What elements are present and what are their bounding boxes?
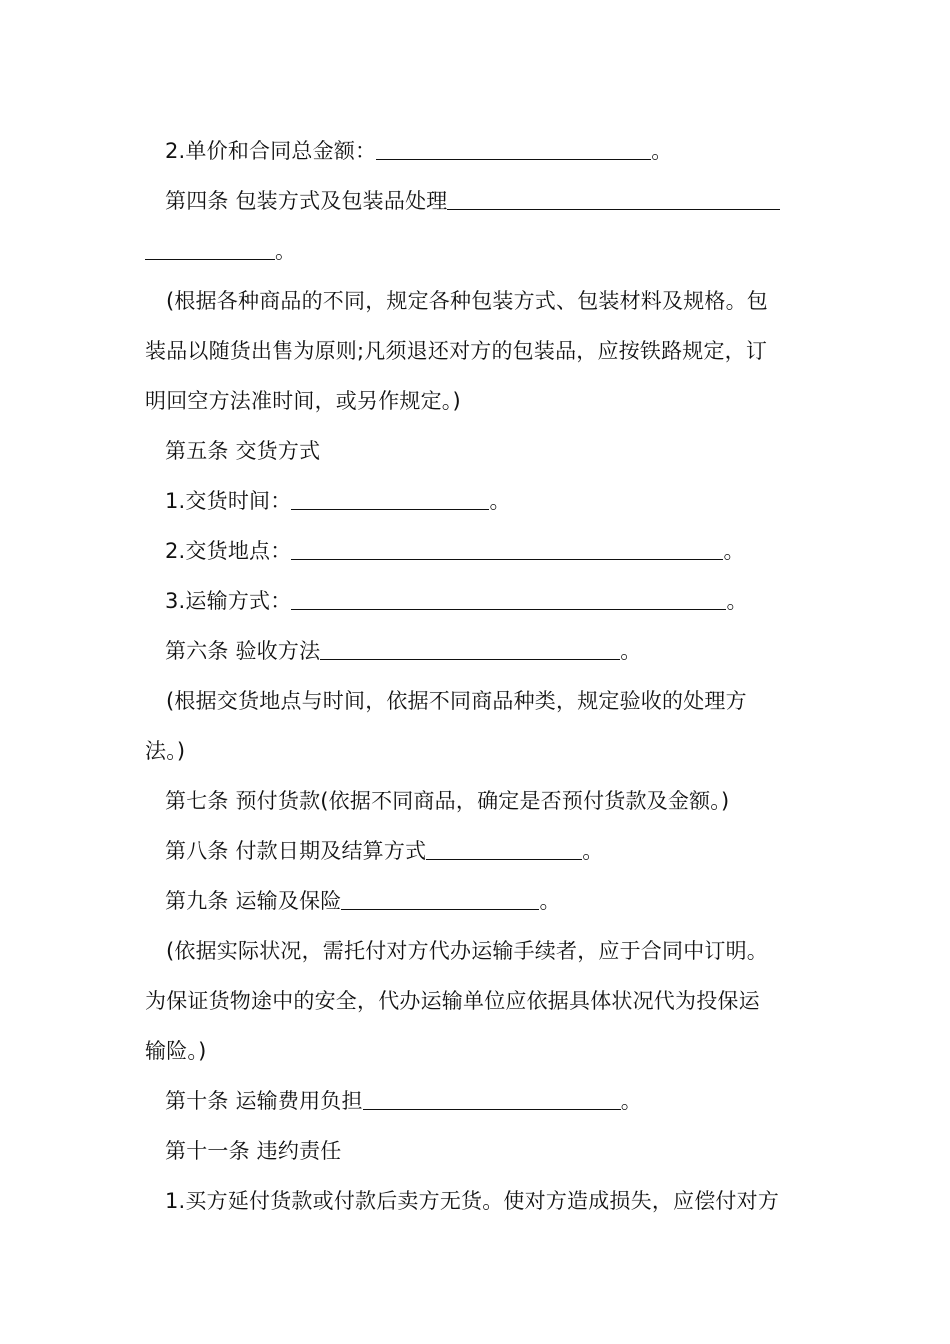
fill-blank[interactable] <box>291 488 489 510</box>
note-line <box>145 976 810 1026</box>
fill-blank[interactable] <box>320 638 620 660</box>
fill-blank[interactable] <box>291 538 723 560</box>
clause-line <box>145 526 810 576</box>
line-end: 。 <box>723 539 745 563</box>
fill-blank[interactable] <box>426 838 582 860</box>
clause-line <box>145 1176 810 1226</box>
fill-blank[interactable] <box>376 138 651 160</box>
clause-line <box>145 826 810 876</box>
clause-line <box>145 176 810 226</box>
fill-blank[interactable] <box>363 1088 621 1110</box>
line-text: 第五条 交货方式 <box>165 439 321 463</box>
fill-blank[interactable] <box>447 188 780 210</box>
fill-blank[interactable] <box>341 888 539 910</box>
note-line <box>145 926 810 976</box>
clause-line <box>145 876 810 926</box>
line-end: 。 <box>539 889 561 913</box>
line-text: 法。) <box>145 739 186 763</box>
line-text: 2.交货地点： <box>165 539 292 563</box>
note-line <box>145 726 810 776</box>
contract-text <box>145 126 810 1226</box>
line-text: 为保证货物途中的安全，代办运输单位应依据具体状况代为投保运 <box>145 989 760 1013</box>
line-text: 明回空方法准时间，或另作规定。) <box>145 389 461 413</box>
clause-line <box>145 626 810 676</box>
fill-blank[interactable] <box>291 588 726 610</box>
line-end: 。 <box>726 589 748 613</box>
note-line <box>145 326 810 376</box>
clause-line <box>145 226 810 276</box>
line-end: 。 <box>489 489 511 513</box>
line-text: (依据实际状况，需托付对方代办运输手续者，应于合同中订明。 <box>166 939 768 963</box>
line-text: (根据各种商品的不同，规定各种包装方式、包装材料及规格。包 <box>166 289 768 313</box>
fill-blank[interactable] <box>145 238 275 260</box>
note-line <box>145 1026 810 1076</box>
clause-line <box>145 576 810 626</box>
line-text: 装品以随货出售为原则;凡须退还对方的包装品，应按铁路规定，订 <box>145 339 768 363</box>
clause-line <box>145 126 810 176</box>
clause-line <box>145 776 810 826</box>
line-text: 第八条 付款日期及结算方式 <box>165 839 427 863</box>
note-line <box>145 676 810 726</box>
note-line <box>145 376 810 426</box>
line-text: 第四条 包装方式及包装品处理 <box>165 189 448 213</box>
line-end: 。 <box>651 139 673 163</box>
line-text: 第六条 验收方法 <box>165 639 321 663</box>
clause-line <box>145 476 810 526</box>
line-text: 1.买方延付货款或付款后卖方无货。使对方造成损失，应偿付对方 <box>165 1189 780 1213</box>
line-text: (根据交货地点与时间，依据不同商品种类，规定验收的处理方 <box>166 689 747 713</box>
line-text: 输险。) <box>145 1039 207 1063</box>
line-text: 第十条 运输费用负担 <box>165 1089 363 1113</box>
line-text: 第九条 运输及保险 <box>165 889 342 913</box>
clause-line <box>145 426 810 476</box>
line-text: 1.交货时间： <box>165 489 292 513</box>
line-end: 。 <box>620 1089 642 1113</box>
line-end: 。 <box>582 839 604 863</box>
note-line <box>145 276 810 326</box>
clause-line <box>145 1076 810 1126</box>
line-end: 。 <box>275 239 297 263</box>
line-text: 第十一条 违约责任 <box>165 1139 342 1163</box>
line-end: 。 <box>620 639 642 663</box>
line-text: 2.单价和合同总金额： <box>165 139 377 163</box>
clause-line <box>145 1126 810 1176</box>
line-text: 3.运输方式： <box>165 589 292 613</box>
line-text: 第七条 预付货款(依据不同商品，确定是否预付货款及金额。) <box>165 789 730 813</box>
